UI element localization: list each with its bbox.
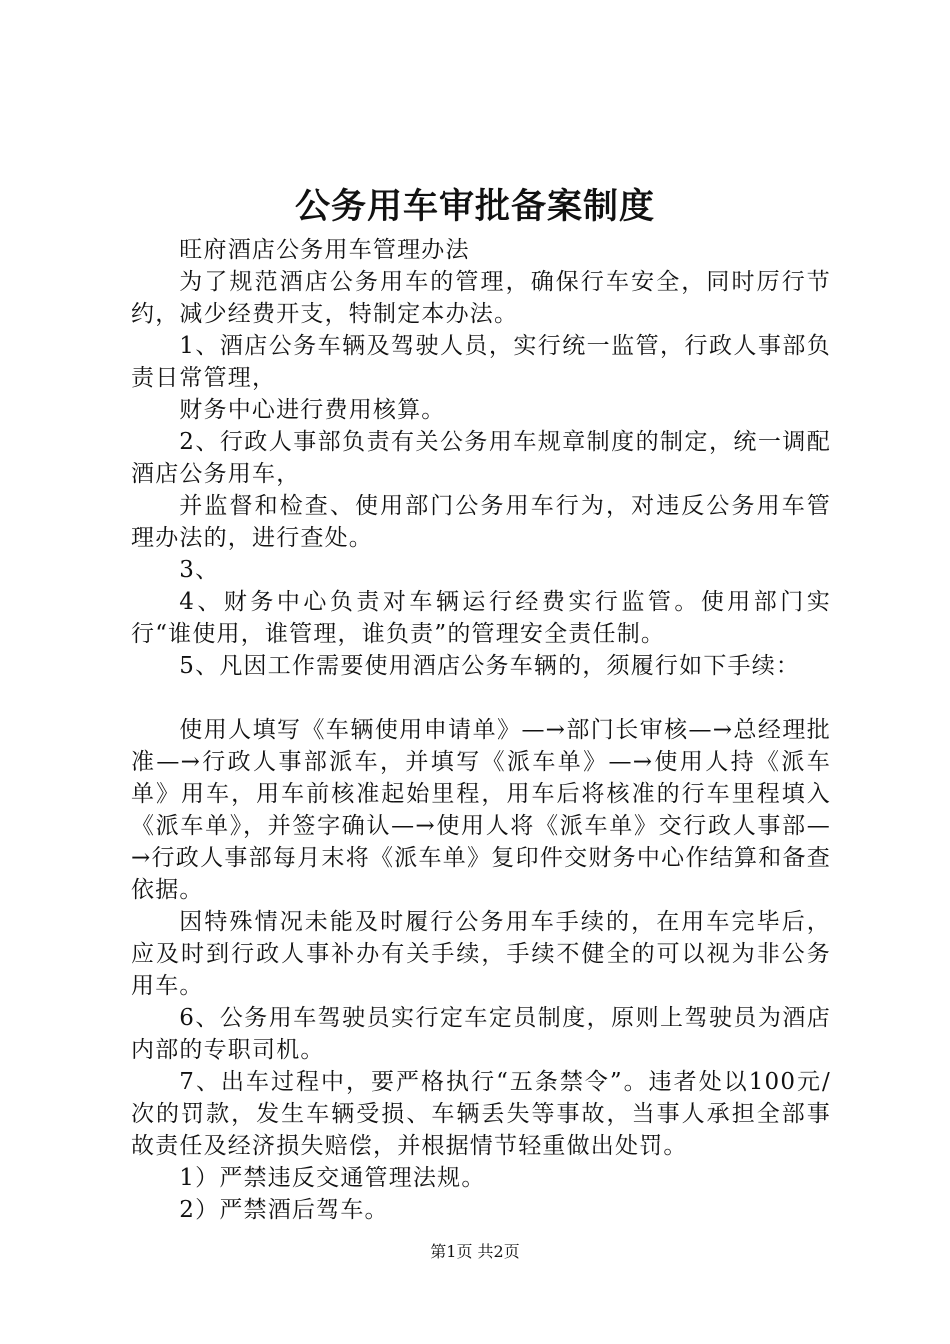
paragraph-item-1-cont: 财务中心进行费用核算。 [179,397,446,423]
document-body [131,234,831,1226]
paragraph-item-7: 7、出车过程中，要严格执行“五条禁令”。违者处以100元/次的罚款，发生车辆受损、车辆丢失等事故，当事人承担全部事故责任及经济损失赔偿，并根据情节轻重做出处罚。 [131,1069,831,1159]
paragraph-item-5: 5、凡因工作需要使用酒店公务车辆的，须履行如下手续： [179,653,801,679]
document-title: 公务用车审批备案制度 [294,187,655,227]
paragraph-item-3: 3、 [179,557,220,583]
paragraph-prohibition-1: 1）严禁违反交通管理法规。 [179,1165,486,1191]
paragraph-item-6: 6、公务用车驾驶员实行定车定员制度，原则上驾驶员为酒店内部的专职司机。 [131,1005,831,1063]
page-number-footer: 第1页 共2页 [430,1242,520,1261]
paragraph-procedure: 使用人填写《车辆使用申请单》—→部门长审核—→总经理批准—→行政人事部派车，并填写《派车单》—→使用人持《派车单》用车，用车前核准起始里程，用车后将核准的行车里程填入《派车单》，并签字确认—→使用人将《派车单》交行政人事部—→行政人事部每月末将《派车单》复印件交财务中心作结算和备查依据。 [131,717,831,903]
paragraph-item-2: 2、行政人事部负责有关公务用车规章制度的制定，统一调配酒店公务用车， [131,429,831,487]
paragraph-item-2-cont: 并监督和检查、使用部门公务用车行为，对违反公务用车管理办法的，进行查处。 [131,493,831,551]
paragraph-purpose: 为了规范酒店公务用车的管理，确保行车安全，同时厉行节约，减少经费开支，特制定本办法。 [131,269,831,327]
paragraph-subtitle: 旺府酒店公务用车管理办法 [179,237,470,263]
paragraph-special-cases: 因特殊情况未能及时履行公务用车手续的，在用车完毕后，应及时到行政人事补办有关手续，手续不健全的可以视为非公务用车。 [131,909,831,999]
paragraph-item-4: 4、财务中心负责对车辆运行经费实行监管。使用部门实行“谁使用，谁管理，谁负责”的管理安全责任制。 [131,589,831,647]
paragraph-item-1: 1、酒店公务车辆及驾驶人员，实行统一监管，行政人事部负责日常管理， [131,333,831,391]
paragraph-prohibition-2: 2）严禁酒后驾车。 [179,1197,389,1223]
